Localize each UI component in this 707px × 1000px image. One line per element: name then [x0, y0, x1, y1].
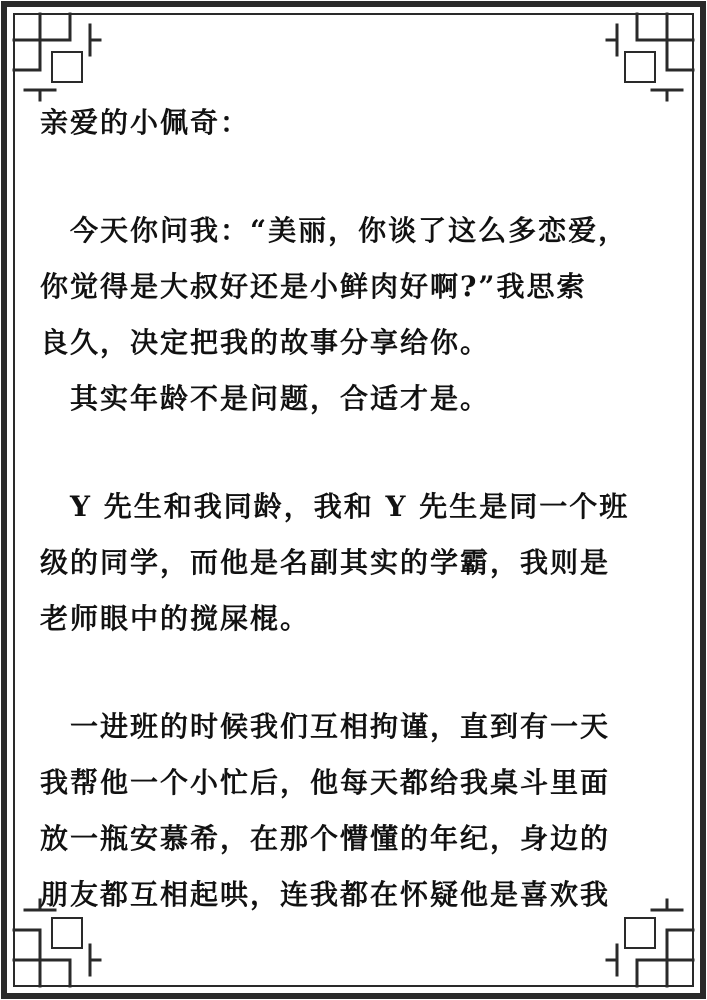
- text-line: 一进班的时候我们互相拘谨，直到有一天: [70, 710, 611, 743]
- text-line: 其实年龄不是问题，合适才是。: [70, 382, 491, 415]
- text-line: 放一瓶安慕希，在那个懵懂的年纪，身边的: [40, 822, 611, 855]
- text-line: Y 先生和我同龄，我和 Y 先生是同一个班: [70, 490, 630, 523]
- paragraph-gap: [40, 647, 680, 699]
- letter-body: [40, 95, 680, 923]
- text-line: 你觉得是大叔好还是小鲜肉好啊?”我思索: [40, 270, 587, 303]
- corner-ornament-top-left: [14, 14, 100, 100]
- paragraph-gap: [40, 151, 680, 203]
- salutation: 亲爱的小佩奇：: [40, 106, 251, 139]
- text-line: 今天你问我：“美丽，你谈了这么多恋爱，: [70, 214, 629, 247]
- text-line: 我帮他一个小忙后，他每天都给我桌斗里面: [40, 766, 611, 799]
- paragraph-gap: [40, 427, 680, 479]
- corner-ornament-top-right: [607, 14, 693, 100]
- text-line: 级的同学，而他是名副其实的学霸，我则是: [40, 546, 611, 579]
- text-line: 老师眼中的搅屎棍。: [40, 602, 311, 635]
- text-line: 朋友都互相起哄，连我都在怀疑他是喜欢我: [40, 878, 611, 911]
- text-line: 良久，决定把我的故事分享给你。: [40, 326, 491, 359]
